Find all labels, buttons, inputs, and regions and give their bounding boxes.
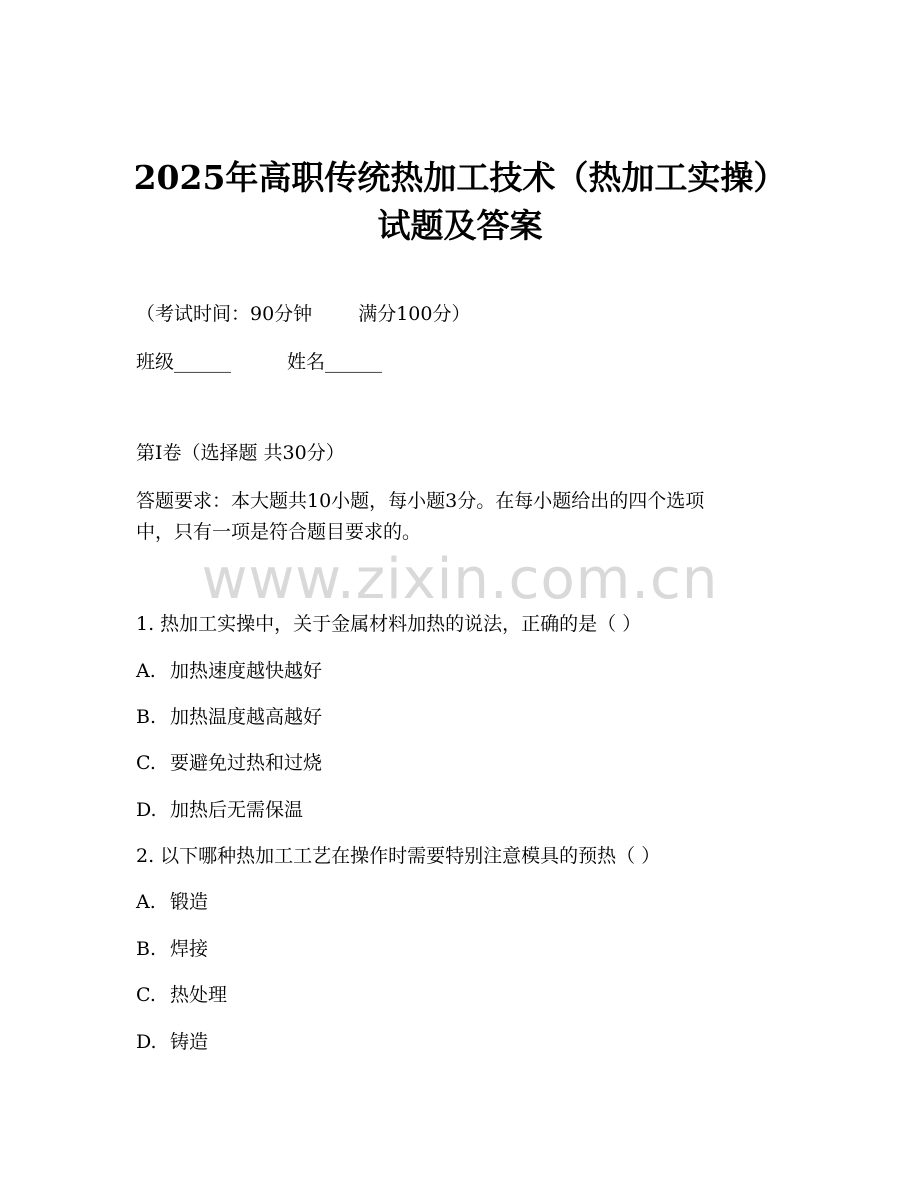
question-2-option-b <box>136 937 208 961</box>
question-1-option-b <box>136 705 322 729</box>
exam-info-line <box>136 302 470 326</box>
option-letter: A. <box>136 891 156 913</box>
option-letter: D. <box>136 799 157 821</box>
question-2-option-d <box>136 1030 208 1054</box>
option-text: 要避免过热和过烧 <box>170 752 323 774</box>
option-text: 铸造 <box>170 1031 209 1053</box>
full-score: 满分100分） <box>358 303 471 325</box>
question-2-option-a <box>136 890 208 914</box>
option-text: 加热后无需保温 <box>170 799 304 821</box>
document-title-line-1: 2025年高职传统热加工技术（热加工实操） <box>133 158 787 197</box>
instructions-line-1: 答题要求：本大题共10小题，每小题3分。在每小题给出的四个选项 <box>136 490 705 512</box>
option-text: 锻造 <box>170 891 209 913</box>
option-letter: C. <box>136 984 156 1006</box>
option-letter: A. <box>136 660 156 682</box>
question-2-option-c <box>136 983 227 1007</box>
option-text: 热处理 <box>170 984 228 1006</box>
option-text: 焊接 <box>170 938 209 960</box>
question-1-option-a <box>136 659 322 683</box>
student-info-line <box>136 350 382 374</box>
option-letter: D. <box>136 1031 157 1053</box>
class-label: 班级______ <box>136 351 232 373</box>
option-text: 加热速度越快越好 <box>170 660 323 682</box>
question-1-option-d <box>136 798 303 822</box>
watermark: www.zixin.com.cn <box>201 547 719 612</box>
option-text: 加热温度越高越好 <box>170 706 323 728</box>
document-title-line-2: 试题及答案 <box>377 206 543 245</box>
instructions-line-2: 中，只有一项是符合题目要求的。 <box>136 521 422 543</box>
option-letter: C. <box>136 752 156 774</box>
exam-time: （考试时间：90分钟 <box>136 303 313 325</box>
question-1-stem: 1. 热加工实操中，关于金属材料加热的说法，正确的是（ ） <box>136 613 642 635</box>
name-label: 姓名______ <box>287 351 383 373</box>
option-letter: B. <box>136 706 157 728</box>
question-1-option-c <box>136 751 322 775</box>
question-2-stem: 2. 以下哪种热加工工艺在操作时需要特别注意模具的预热（ ） <box>136 845 661 867</box>
section-title: 第I卷（选择题 共30分） <box>136 442 345 464</box>
option-letter: B. <box>136 938 157 960</box>
